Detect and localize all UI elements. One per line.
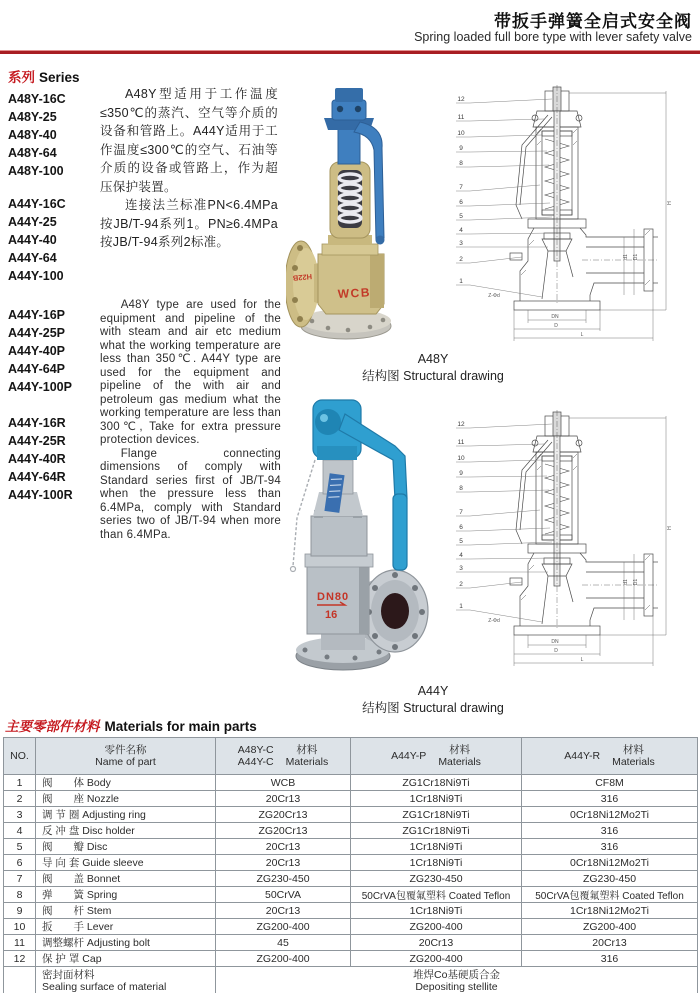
a48y-caption (283, 352, 583, 384)
table-row (4, 935, 698, 951)
header-model-a44yc: A44Y-C (237, 756, 274, 768)
cell-no: 4 (4, 823, 36, 839)
sealing-value-en: Depositing stellite (415, 980, 498, 993)
cell-material-p: ZG1Cr18Ni9Ti (351, 807, 522, 823)
series-code: A44Y-16P (8, 308, 65, 322)
a48y-body-mark: WCB (337, 285, 372, 301)
a48y-valve-photo (286, 88, 424, 346)
cell-part (36, 839, 216, 855)
cell-material-c: ZG230-450 (216, 871, 351, 887)
series-code: A44Y-25 (8, 215, 57, 229)
table-header-row (4, 738, 698, 775)
a44y-valve-photo (283, 398, 431, 680)
part-en: Guide sleeve (82, 857, 144, 869)
series-code: A44Y-40 (8, 233, 57, 247)
cell-part (36, 903, 216, 919)
header-mat-zh: 材料 (622, 744, 644, 756)
cell-material-p: ZG200-400 (351, 919, 522, 935)
table-row (4, 871, 698, 887)
cell-part (36, 919, 216, 935)
part-en: Spring (86, 889, 118, 901)
part-en: Stem (86, 905, 112, 917)
table-row (4, 919, 698, 935)
series-description-en (100, 299, 281, 542)
cell-material-c: 20Cr13 (216, 839, 351, 855)
sealing-value-zh: 堆焊Co基硬质合金 (413, 968, 500, 981)
materials-table-title (5, 715, 257, 735)
header-model-a48yc: A48Y-C (237, 744, 274, 756)
series-codes-group3 (8, 414, 73, 504)
series-code: A44Y-100 (8, 269, 64, 283)
cell-no: 12 (4, 951, 36, 967)
header-part (36, 738, 216, 775)
page-title: 带扳手弹簧全启式安全阀 (494, 12, 692, 31)
part-zh: 阀 瓣 (42, 841, 84, 853)
cell-material-r: ZG230-450 (522, 871, 698, 887)
series-code: A44Y-40R (8, 452, 66, 466)
cell-no: 9 (4, 903, 36, 919)
cell-material-c: WCB (216, 775, 351, 791)
cell-part (36, 775, 216, 791)
header-model-a44yr: A44Y-R (564, 750, 601, 762)
desc-zh-paragraph: A48Y型适用于工作温度≤350℃的蒸汽、空气等介质的设备和管路上。A44Y适用于工作温度≤300℃的空气、石油等介质的设备或管路上，作为超压保护装置。 (100, 87, 278, 194)
header-col-a48yc (216, 738, 351, 775)
a44y-dn-mark: DN80 (317, 591, 350, 603)
header-mat-en: Materials (438, 756, 481, 768)
a48y-caption-zh: 结构图 (362, 369, 400, 383)
cell-part (36, 871, 216, 887)
cell-material-p: 1Cr18Ni9Ti (351, 903, 522, 919)
cell-material-c: 50CrVA (216, 887, 351, 903)
series-code: A44Y-16R (8, 416, 66, 430)
series-code: A48Y-40 (8, 128, 57, 142)
cell-no: 8 (4, 887, 36, 903)
cell-part (36, 887, 216, 903)
part-zh: 阀 座 (42, 793, 84, 805)
table-row (4, 951, 698, 967)
table-row (4, 807, 698, 823)
cell-material-p: 50CrVA包覆氟塑料 Coated Teflon (351, 887, 522, 903)
cell-material-r: 0Cr18Ni12Mo2Ti (522, 855, 698, 871)
series-code: A44Y-64 (8, 251, 57, 265)
part-zh: 导 向 套 (42, 857, 80, 869)
cell-material-r: 316 (522, 791, 698, 807)
header-part-zh: 零件名称 (104, 744, 147, 756)
part-en: Adjusting ring (82, 809, 146, 821)
a44y-caption (283, 684, 583, 716)
table-row (4, 791, 698, 807)
header-no: NO. (4, 738, 36, 775)
header-col-a44yr (522, 738, 698, 775)
series-code: A48Y-16C (8, 92, 66, 106)
part-zh: 扳 手 (42, 921, 84, 933)
part-en: Adjusting bolt (86, 937, 150, 949)
header-mat-en: Materials (612, 756, 655, 768)
part-en: Bonnet (86, 873, 121, 885)
series-code: A44Y-40P (8, 344, 65, 358)
header-rule (0, 50, 700, 54)
part-zh: 调整螺杆 (42, 937, 84, 949)
a48y-caption-en: Structural drawing (403, 369, 504, 383)
materials-title-en: Materials for main parts (104, 719, 257, 734)
series-code: A44Y-16C (8, 197, 66, 211)
cell-no: 6 (4, 855, 36, 871)
series-heading-en: Series (39, 70, 80, 85)
cell-material-r: 20Cr13 (522, 935, 698, 951)
part-zh: 调 节 圈 (42, 809, 80, 821)
cell-part (36, 791, 216, 807)
cell-material-c: ZG200-400 (216, 919, 351, 935)
series-code: A48Y-64 (8, 146, 57, 160)
cell-material-r: 316 (522, 839, 698, 855)
series-code: A44Y-100P (8, 380, 72, 394)
a44y-caption-model: A44Y (417, 684, 449, 698)
cell-material-r: 316 (522, 823, 698, 839)
table-row (4, 839, 698, 855)
series-description-zh (100, 85, 278, 252)
materials-title-zh: 主要零部件材料 (5, 719, 100, 734)
cell-no-empty (4, 967, 36, 993)
a44y-pn-mark: 16 (325, 609, 338, 621)
cell-material-c: 20Cr13 (216, 791, 351, 807)
a44y-caption-en: Structural drawing (403, 701, 504, 715)
header-mat-en: Materials (285, 756, 329, 768)
cell-no: 5 (4, 839, 36, 855)
cell-material-c: ZG20Cr13 (216, 823, 351, 839)
part-zh: 阀 杆 (42, 905, 84, 917)
cell-material-p: ZG230-450 (351, 871, 522, 887)
cell-material-c: 20Cr13 (216, 903, 351, 919)
part-zh: 阀 盖 (42, 873, 84, 885)
series-code: A44Y-100R (8, 488, 73, 502)
part-en: Body (86, 777, 111, 789)
series-codes-group2 (8, 306, 72, 396)
desc-en-paragraph: Flange connecting dimensions of comply with Standard series first of JB/T-94 when the pressure less than 6.4MPa, comply with Standard series two of JB/T-94 when more than 6.4MPa. (100, 447, 281, 541)
desc-en-paragraph: A48Y type are used for the equipment and pipeline of the with steam and air etc medium what the working temperature are less than 350℃. A44Y type are used for the equipment and pipeline of the with air and petroleum gas medium what the working temperature are less than 300℃, Take for extra pressure protection devices. (100, 299, 281, 446)
cell-no: 1 (4, 775, 36, 791)
cell-part (36, 855, 216, 871)
a48y-structural-drawing (452, 85, 700, 347)
part-zh: 保 护 罩 (42, 953, 80, 965)
cell-no: 11 (4, 935, 36, 951)
header-part-en: Name of part (95, 756, 156, 768)
header-model-a44yp: A44Y-P (391, 750, 427, 762)
part-zh: 弹 簧 (42, 889, 84, 901)
sealing-en: Sealing surface of material (42, 980, 167, 993)
cell-material-r: 0Cr18Ni12Mo2Ti (522, 807, 698, 823)
cell-material-c: 45 (216, 935, 351, 951)
cell-material-p: 1Cr18Ni9Ti (351, 839, 522, 855)
a44y-structural-drawing (452, 398, 700, 684)
series-code: A44Y-64P (8, 362, 65, 376)
cell-part (36, 935, 216, 951)
cell-material-r: ZG200-400 (522, 919, 698, 935)
series-code: A48Y-100 (8, 164, 64, 178)
cell-material-p: 20Cr13 (351, 935, 522, 951)
cell-sealing-value (216, 967, 698, 993)
cell-part (36, 823, 216, 839)
cell-material-c: ZG200-400 (216, 951, 351, 967)
part-zh: 阀 体 (42, 777, 84, 789)
cell-no: 7 (4, 871, 36, 887)
part-zh: 反 冲 盘 (42, 825, 80, 837)
series-code: A44Y-25R (8, 434, 66, 448)
table-row (4, 903, 698, 919)
cell-material-p: 1Cr18Ni9Ti (351, 855, 522, 871)
a48y-flange-mark: H22B (292, 272, 313, 283)
part-en: Disc (86, 841, 108, 853)
cell-material-p: ZG1Cr18Ni9Ti (351, 823, 522, 839)
series-heading-zh: 系列 (8, 70, 35, 85)
cell-part (36, 807, 216, 823)
header-mat-zh: 材料 (449, 744, 471, 756)
part-en: Lever (86, 921, 114, 933)
series-code: A44Y-25P (8, 326, 65, 340)
part-en: Cap (82, 953, 102, 965)
cell-sealing-label (36, 967, 216, 993)
table-row (4, 775, 698, 791)
cell-material-c: ZG20Cr13 (216, 807, 351, 823)
cell-material-p: ZG1Cr18Ni9Ti (351, 775, 522, 791)
series-heading (8, 66, 80, 86)
materials-table (3, 737, 698, 993)
table-footer-row (4, 967, 698, 993)
page-subtitle: Spring loaded full bore type with lever safety valve (414, 30, 692, 44)
cell-material-r: 50CrVA包覆氟塑料 Coated Teflon (522, 887, 698, 903)
series-code: A48Y-25 (8, 110, 57, 124)
table-row (4, 855, 698, 871)
part-en: Disc holder (82, 825, 135, 837)
series-codes-group1 (8, 90, 66, 285)
series-code: A44Y-64R (8, 470, 66, 484)
cell-material-r: 1Cr18Ni12Mo2Ti (522, 903, 698, 919)
table-row (4, 823, 698, 839)
a44y-caption-zh: 结构图 (362, 701, 400, 715)
cell-part (36, 951, 216, 967)
cell-material-r: CF8M (522, 775, 698, 791)
cell-no: 10 (4, 919, 36, 935)
header-mat-zh: 材料 (296, 744, 318, 756)
part-en: Nozzle (86, 793, 120, 805)
cell-material-c: 20Cr13 (216, 855, 351, 871)
table-row (4, 887, 698, 903)
desc-zh-paragraph: 连接法兰标准PN<6.4MPa按JB/T-94系列1。PN≥6.4MPa按JB/T-94系列2标准。 (100, 198, 278, 249)
cell-material-r: 316 (522, 951, 698, 967)
cell-material-p: ZG200-400 (351, 951, 522, 967)
sealing-zh: 密封面材料 (42, 968, 95, 981)
cell-no: 2 (4, 791, 36, 807)
cell-material-p: 1Cr18Ni9Ti (351, 791, 522, 807)
header-col-a44yp (351, 738, 522, 775)
a48y-caption-model: A48Y (417, 352, 449, 366)
cell-no: 3 (4, 807, 36, 823)
